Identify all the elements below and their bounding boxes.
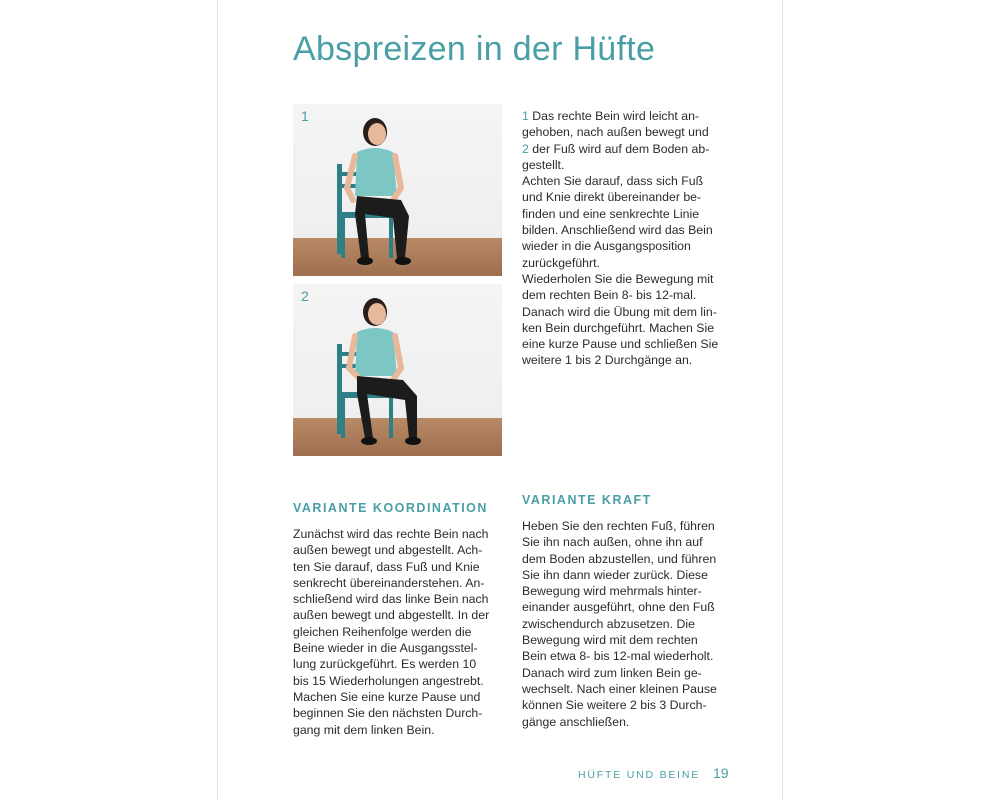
variante-koordination-heading: VARIANTE KOORDINATION (293, 501, 488, 515)
kraft-line: Bewegung wird mehrmals hinter- (522, 584, 702, 599)
kraft-line: wechselt. Nach einer kleinen Pause (522, 681, 717, 696)
seated-woman-figure-1 (293, 104, 502, 276)
kraft-line: zwischendurch abzusetzen. Die (522, 616, 695, 631)
koordination-line: schließend wird das linke Bein nach (293, 592, 489, 607)
koordination-line: Beine wieder in die Ausgangsstel- (293, 641, 478, 656)
intro-line: 2 der Fuß wird auf dem Boden ab- (522, 141, 710, 156)
kraft-line: Sie ihn nach außen, ohne ihn auf (522, 535, 703, 550)
intro-line: gestellt. (522, 157, 565, 172)
page-title: Abspreizen in der Hüfte (293, 30, 656, 68)
koordination-line: Zunächst wird das rechte Bein nach (293, 527, 489, 541)
intro-line: weitere 1 bis 2 Durchgänge an. (522, 353, 693, 368)
intro-line: Wiederholen Sie die Bewegung mit (522, 271, 714, 286)
kraft-line: Bein etwa 8- bis 12-mal wiederholt. (522, 649, 714, 664)
intro-line: dem rechten Bein 8- bis 12-mal. (522, 288, 697, 303)
intro-line: ken Bein durchgeführt. Machen Sie (522, 320, 715, 335)
koordination-line: außen bewegt und abgestellt. In der (293, 608, 490, 623)
kraft-line: dem Boden abzustellen, und führen (522, 551, 717, 566)
intro-line: Achten Sie darauf, dass sich Fuß (522, 174, 704, 189)
variante-koordination-text (293, 526, 513, 738)
intro-line: bilden. Anschließend wird das Bein (522, 223, 713, 238)
intro-line: 1 Das rechte Bein wird leicht an- (522, 109, 700, 123)
intro-line: eine kurze Pause und schließen Sie (522, 337, 719, 352)
exercise-photo-1 (293, 104, 502, 276)
exercise-photo-2 (293, 284, 502, 456)
kraft-line: gänge anschließen. (522, 714, 630, 729)
koordination-line: beginnen Sie den nächsten Durch- (293, 706, 483, 721)
intro-line: wieder in die Ausgangsposition (522, 239, 691, 254)
photo-number-1: 1 (301, 108, 309, 124)
koordination-line: lung zurückgeführt. Es werden 10 (293, 657, 477, 672)
seated-woman-figure-2 (293, 284, 502, 456)
intro-line: und Knie direkt übereinander be- (522, 190, 702, 205)
footer-section-label: HÜFTE UND BEINE (578, 769, 701, 781)
intro-line: Danach wird die Übung mit dem lin- (522, 304, 717, 319)
koordination-line: senkrecht übereinanderstehen. An- (293, 575, 485, 590)
kraft-line: einander ausgeführt, ohne den Fuß (522, 600, 715, 615)
variante-kraft-heading: VARIANTE KRAFT (522, 493, 652, 507)
photo-number-2: 2 (301, 288, 309, 304)
page-number: 19 (713, 765, 729, 781)
koordination-line: gang mit dem linken Bein. (293, 722, 435, 737)
variante-kraft-text (522, 518, 747, 730)
kraft-line: Danach wird zum linken Bein ge- (522, 665, 702, 680)
koordination-line: gleichen Reihenfolge werden die (293, 624, 472, 639)
kraft-line: Bewegung wird mit dem rechten (522, 633, 698, 648)
koordination-line: ten Sie darauf, dass Fuß und Knie (293, 559, 480, 574)
intro-line: zurückgeführt. (522, 255, 600, 270)
intro-line: gehoben, nach außen bewegt und (522, 125, 709, 140)
kraft-line: Sie ihn dann wieder zurück. Diese (522, 567, 708, 582)
koordination-line: bis 15 Wiederholungen angestrebt. (293, 673, 484, 688)
koordination-line: Machen Sie eine kurze Pause und (293, 689, 481, 704)
kraft-line: Heben Sie den rechten Fuß, führen (522, 519, 715, 533)
intro-line: finden und eine senkrechte Linie (522, 206, 700, 221)
koordination-line: außen bewegt und abgestellt. Ach- (293, 543, 483, 558)
kraft-line: können Sie weitere 2 bis 3 Durch- (522, 698, 707, 713)
intro-text (522, 108, 747, 369)
